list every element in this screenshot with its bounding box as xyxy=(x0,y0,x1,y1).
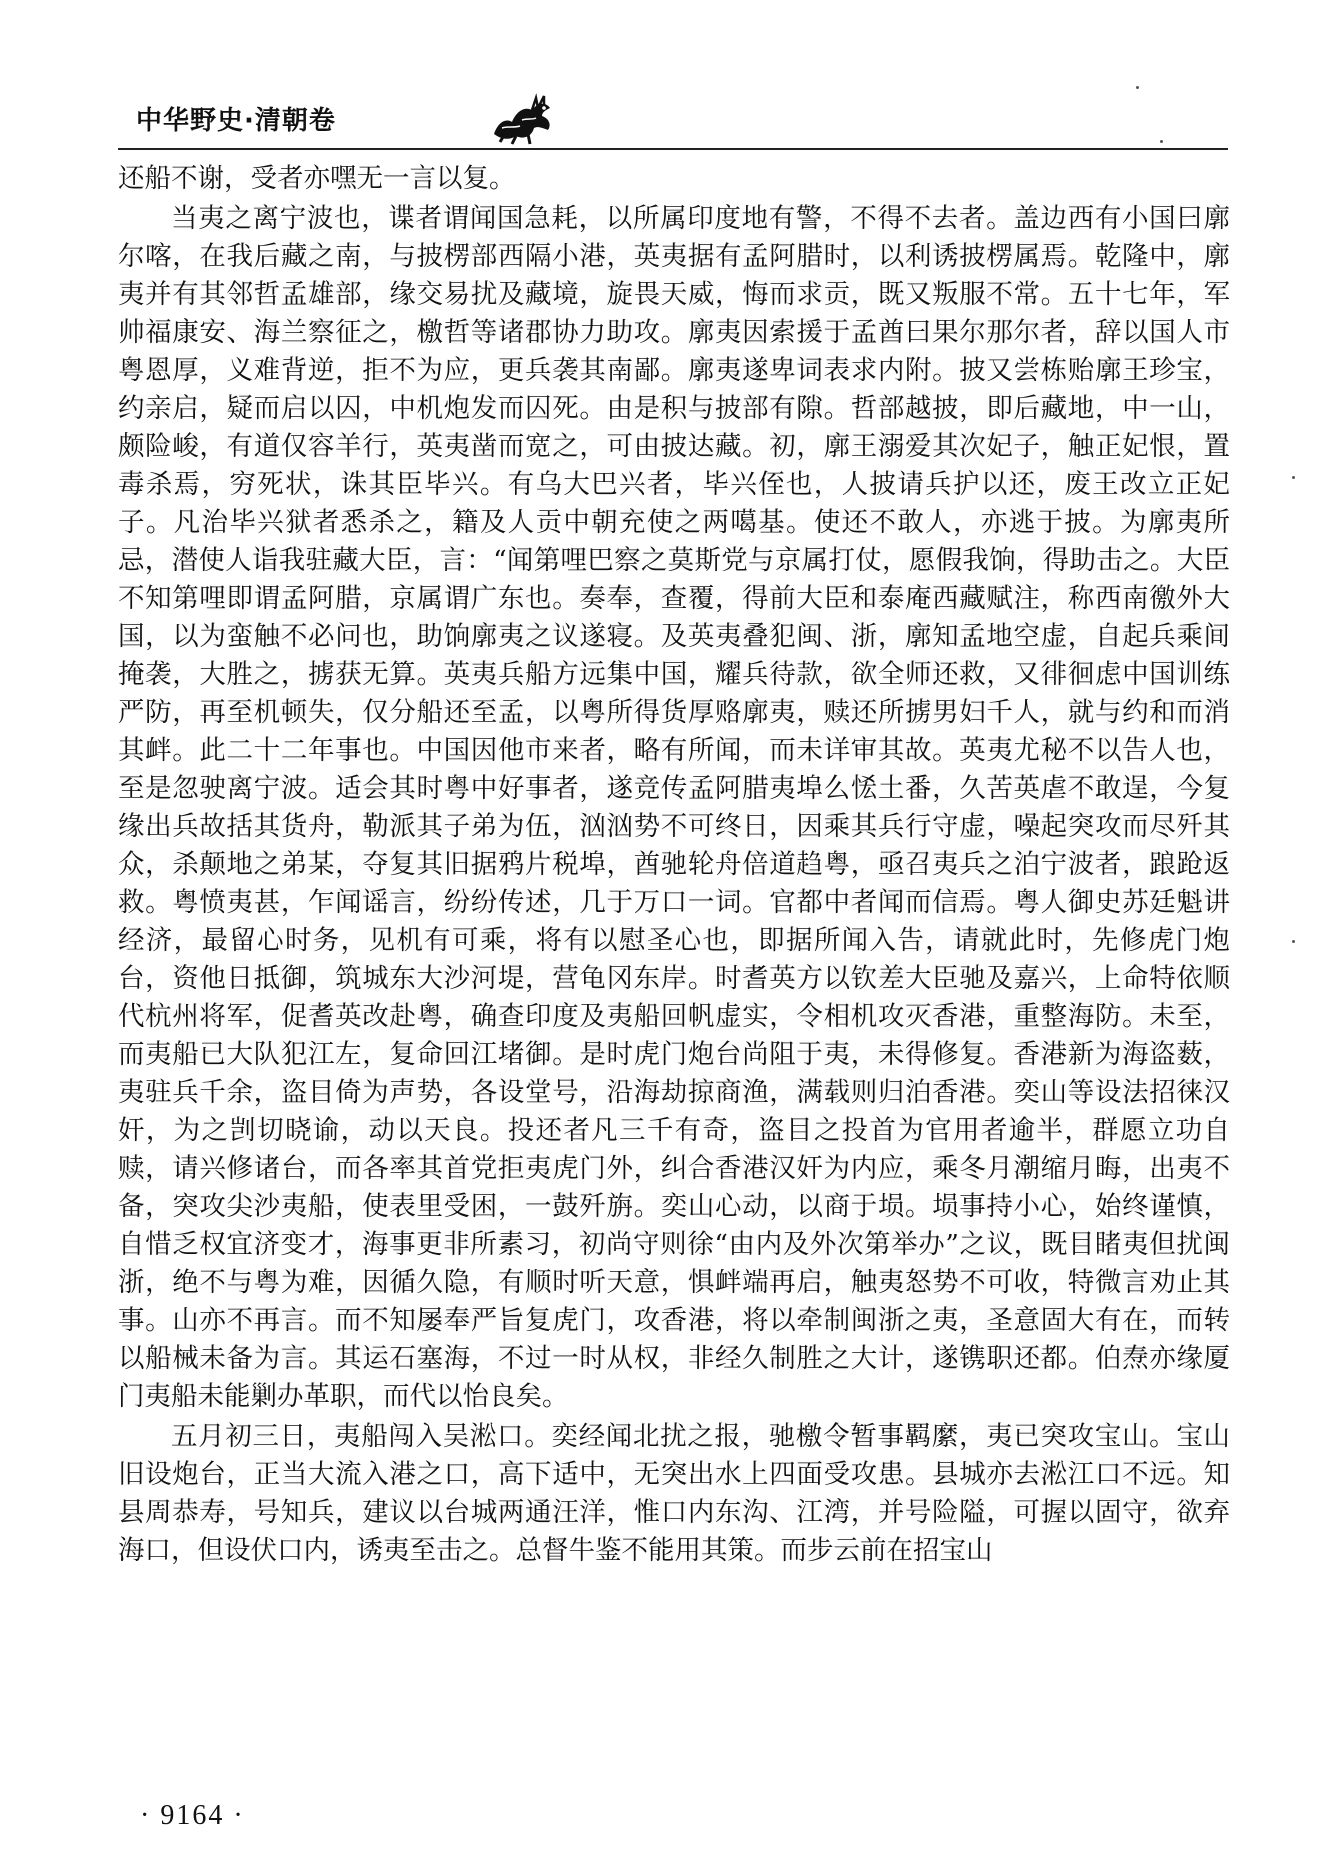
running-title: 中华野史·清朝卷 xyxy=(136,106,336,136)
paragraph: 五月初三日，夷船闯入吴淞口。奕经闻北扰之报，驰檄令暂事羁縻，夷已突攻宝山。宝山旧设炮台，正当大流入港之口，高下适中，无突出水上四面受攻患。县城亦去淞江口不远。知县周恭寿，号知兵，建议以台城两通汪洋，惟口内东沟、江湾，并号险隘，可握以固守，欲弃海口，但设伏口内，诱夷至击之。总督牛鉴不能用其策。而步云前在招宝山 xyxy=(118,1421,1230,1566)
scan-speck xyxy=(1136,86,1139,89)
scan-speck xyxy=(1292,476,1295,479)
page-header xyxy=(118,92,1228,150)
paragraph-continued: 还船不谢，受者亦嘿无一言以复。 xyxy=(118,163,516,194)
page-number: · 9164 · xyxy=(140,1800,245,1831)
header-rule xyxy=(118,148,1228,150)
scan-speck xyxy=(1292,940,1295,943)
scan-speck xyxy=(1160,140,1163,143)
main-text xyxy=(118,160,1230,1570)
paragraph: 当夷之离宁波也，谍者谓闻国急耗，以所属印度地有警，不得不去者。盖边西有小国曰廓尔喀，在我后藏之南，与披楞部西隔小港，英夷据有孟阿腊时，以利诱披楞属焉。乾隆中，廓夷并有其邻哲孟雄部，缘交易扰及藏境，旋畏天威，悔而求贡，既又叛服不常。五十七年，军帅福康安、海兰察征之，檄哲等诸郡协力助攻。廓夷因索援于孟酋曰果尔那尔者，辞以国人市粤恩厚，义难背逆，拒不为应，更兵袭其南鄙。廓夷遂卑词表求内附。披又尝栋贻廓王珍宝，约亲启，疑而启以囚，中机炮发而囚死。由是积与披部有隙。哲部越披，即后藏地，中一山，颇险峻，有道仅容羊行，英夷凿而宽之，可由披达藏。初，廓王溺爱其次妃子，触正妃恨，置毒杀焉，穷死状，诛其臣毕兴。有乌大巴兴者，毕兴侄也，人披请兵护以还，废王改立正妃子。凡治毕兴狱者悉杀之，籍及人贡中朝充使之两噶基。使还不敢人，亦逃于披。为廓夷所忌，潜使人诣我驻藏大臣，言：“闻第哩巴察之莫斯党与京属打仗，愿假我饷，得助击之。大臣不知第哩即谓孟阿腊，京属谓广东也。奏奉，查覆，得前大臣和泰庵西藏赋注，称西南徼外大国，以为蛮触不必问也，助饷廓夷之议遂寝。及英夷叠犯闽、浙，廓知孟地空虚，自起兵乘间掩袭，大胜之，掳获无算。英夷兵船方远集中国，耀兵待款，欲全师还救，又徘徊虑中国训练严防，再至机顿失，仅分船还至孟，以粤所得货厚赂廓夷，赎还所掳男妇千人，就与约和而消其衅。此二十二年事也。中国因他市来者，略有所闻，而未详审其故。英夷尤秘不以告人也，至是忽驶离宁波。适会其时粤中好事者，遂竞传孟阿腊夷埠么恡土番，久苦英虐不敢逞，今复缘出兵故括其货舟，勒派其子弟为伍，汹汹势不可终日，因乘其兵行守虚，噪起突攻而尽歼其众，杀颠地之弟某，夺复其旧据鸦片税埠，酋驰轮舟倍道趋粤，亟召夷兵之泊宁波者，踉跄返救。粤愤夷甚，乍闻谣言，纷纷传述，几于万口一词。官都中者闻而信焉。粤人御史苏廷魁讲经济，最留心时务，见机有可乘，将有以慰圣心也，即据所闻入告，请就此时，先修虎门炮台，资他日抵御，筑城东大沙河堤，营龟冈东岸。时耆英方以钦差大臣驰及嘉兴，上命特依顺代杭州将军，促耆英改赴粤，确查印度及夷船回帆虚实，令相机攻灭香港，重整海防。未至，而夷船已大队犯江左，复命回江堵御。是时虎门炮台尚阻于夷，未得修复。香港新为海盗薮，夷驻兵千余，盗目倚为声势，各设堂号，沿海劫掠商渔，满载则归泊香港。奕山等设法招徕汉奸，为之剀切晓谕，动以天良。投还者凡三千有奇，盗目之投首为官用者逾半，群愿立功自赎，请兴修诸台，而各率其首党拒夷虎门外，纠合香港汉奸为内应，乘冬月潮缩月晦，出夷不备，突攻尖沙夷船，使表里受困，一鼓歼旃。奕山心动，以商于埙。埙事持小心，始终谨慎，自惜乏权宜济变才，海事更非所素习，初尚守则徐“由内及外次第举办”之议，既目睹夷但扰闽浙，绝不与粤为难，因循久隐，有顺时听天意，惧衅端再启，触夷怒势不可收，特微言劝止其事。山亦不再言。而不知屡奉严旨复虎门，攻香港，将以牵制闽浙之夷，圣意固大有在，而转以船械未备为言。其运石塞海，不过一时从权，非经久制胜之大计，遂镌职还都。伯焘亦缘厦门夷船未能剿办革职，而代以怡良矣。 xyxy=(118,203,1230,1412)
dragon-emblem-icon xyxy=(488,92,558,146)
